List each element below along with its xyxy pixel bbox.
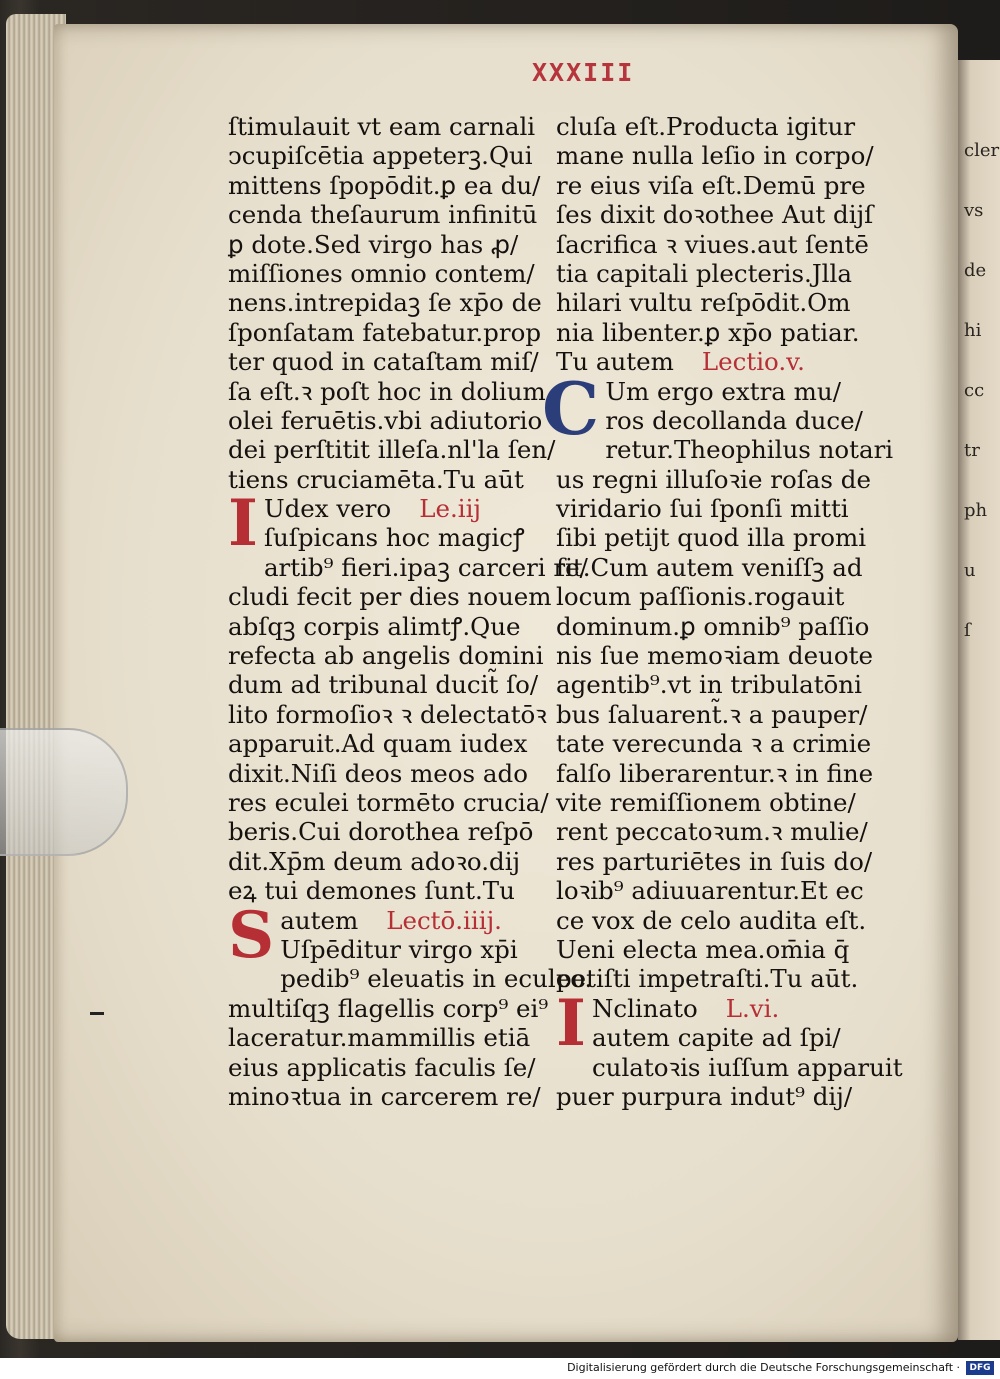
text-line bbox=[228, 817, 548, 846]
line-text: Ueni electa mea.om̄ia q̄ bbox=[556, 934, 850, 964]
line-text: dixit.Niſi deos meos ado bbox=[228, 758, 528, 788]
line-text: dei perſtitit illeſa.nl'la ſen/ bbox=[228, 435, 556, 465]
text-line bbox=[556, 112, 878, 141]
line-text: refecta ab angelis domini bbox=[228, 641, 544, 671]
text-line bbox=[556, 465, 878, 494]
line-text: ſtimulauit vt eam carnali bbox=[228, 112, 536, 141]
text-column-left bbox=[228, 112, 593, 1111]
facing-page-fragment: ſ bbox=[964, 620, 971, 641]
text-line bbox=[228, 1023, 548, 1052]
text-line bbox=[556, 729, 878, 758]
line-text: dum ad tribunal ducit̃ ſo/ bbox=[228, 670, 539, 700]
text-line bbox=[556, 906, 878, 935]
line-text: eꝝ tui demones ſunt.Tu bbox=[228, 876, 515, 906]
text-line bbox=[228, 994, 548, 1023]
line-text: autem bbox=[280, 905, 359, 935]
line-text: minoꝛtua in carcerem re/ bbox=[228, 1081, 541, 1111]
dfg-logo-icon: DFG bbox=[966, 1361, 994, 1375]
text-line bbox=[228, 700, 548, 729]
line-text: viridario ſui ſponſi mitti bbox=[556, 494, 849, 524]
text-line bbox=[228, 112, 548, 141]
line-text: tate verecunda ꝛ a crimie bbox=[556, 729, 872, 759]
line-text: cenda theſaurum infinitū bbox=[228, 200, 538, 230]
text-line bbox=[228, 318, 548, 347]
text-line bbox=[228, 582, 552, 612]
line-text: laceratur.mammillis etiā bbox=[228, 1023, 531, 1053]
text-line bbox=[228, 1053, 548, 1082]
line-text: Nclinato bbox=[591, 993, 698, 1023]
text-line bbox=[556, 141, 878, 170]
line-text: ſes dixit doꝛothee Aut dijſ bbox=[556, 200, 874, 230]
rubric-lectio: Lectō.iiij. bbox=[386, 905, 502, 935]
text-line bbox=[556, 1023, 878, 1052]
line-text: Um ergo extra mu/ bbox=[605, 376, 841, 406]
line-text: nens.intrepidaꝫ ſe xp̄o de bbox=[228, 288, 542, 318]
line-text: abſqꝫ corpis alimtꝭ.Que bbox=[228, 611, 521, 641]
folio-number: XXXIII bbox=[532, 58, 635, 87]
line-text: ↄcupiſcētia appeterꝫ.Qui bbox=[228, 141, 533, 171]
text-line bbox=[556, 435, 894, 465]
line-text: multiſqꝫ flagellis corp⁹ ei⁹ bbox=[228, 993, 549, 1023]
text-line bbox=[556, 964, 878, 993]
text-line bbox=[228, 288, 548, 317]
line-text: re eius viſa eſt.Demū pre bbox=[556, 170, 866, 200]
rubric-lectio: L.vi. bbox=[725, 993, 780, 1023]
line-text: retur.Theophilus notari bbox=[605, 435, 894, 465]
text-line bbox=[556, 817, 878, 846]
text-line bbox=[228, 465, 548, 494]
line-text: cludi fecit per dies nouem bbox=[228, 582, 552, 612]
text-line bbox=[556, 847, 878, 876]
line-text: ſuſpicans hoc magicꝭ bbox=[263, 523, 525, 553]
line-text: nis ſue memoꝛiam deuote bbox=[556, 641, 873, 671]
text-line bbox=[228, 406, 548, 435]
rubric-lectio: Lectio.v. bbox=[701, 347, 805, 377]
facing-page-fragment: cc bbox=[964, 380, 985, 401]
line-text: rent peccatoꝛum.ꝛ mulie/ bbox=[556, 817, 868, 847]
facing-page-edge bbox=[958, 60, 1000, 1340]
line-text: ſacrifica ꝛ viues.aut ſentē bbox=[556, 229, 869, 259]
line-text: ſit.Cum autem veniſſꝫ ad bbox=[556, 552, 863, 582]
line-text: petiſti impetraſti.Tu aūt. bbox=[556, 964, 859, 994]
text-line bbox=[228, 347, 548, 376]
text-line bbox=[228, 759, 548, 788]
facing-page-fragment: tr bbox=[964, 440, 980, 461]
line-text: vite remiſſionem obtine/ bbox=[556, 787, 856, 817]
text-line bbox=[556, 553, 878, 582]
text-line bbox=[228, 641, 548, 670]
line-text: pedib⁹ eleuatis in eculeo. bbox=[280, 964, 593, 994]
text-line bbox=[556, 230, 878, 259]
line-text: Uſpēditur virgo xp̄i bbox=[280, 934, 518, 964]
text-line bbox=[228, 200, 548, 229]
text-line bbox=[228, 141, 548, 170]
funding-credit: Digitalisierung gefördert durch die Deutsche Forschungsgemeinschaft · bbox=[567, 1361, 960, 1374]
text-line bbox=[556, 582, 878, 611]
line-text: cluſa eſt.Producta igitur bbox=[556, 112, 856, 141]
line-text: dominum.ꝑ omnib⁹ paſſio bbox=[556, 611, 870, 641]
text-line bbox=[228, 935, 548, 964]
text-line bbox=[228, 847, 548, 876]
line-text: Udex vero bbox=[263, 494, 392, 524]
text-line bbox=[556, 1082, 878, 1111]
line-text: nia libenter.ꝑ xp̄o patiar. bbox=[556, 317, 860, 347]
text-line bbox=[556, 171, 878, 200]
text-line bbox=[228, 377, 548, 406]
facing-page-fragment: vs bbox=[964, 200, 984, 221]
text-line bbox=[228, 964, 593, 994]
facing-page-fragment: u bbox=[964, 560, 976, 581]
line-text: lito formoſioꝛ ꝛ delectatōꝛ bbox=[228, 699, 547, 729]
text-line bbox=[556, 259, 878, 288]
line-text: bus ſaluarent̃.ꝛ a pauper/ bbox=[556, 699, 868, 729]
line-text: beris.Cui dorothea reſpō bbox=[228, 817, 534, 847]
text-line bbox=[556, 200, 878, 229]
text-line bbox=[556, 612, 878, 641]
text-line bbox=[228, 670, 548, 699]
line-text: eius applicatis faculis ſe/ bbox=[228, 1052, 536, 1082]
text-line bbox=[228, 788, 548, 817]
line-text: ter quod in cataſtam miſ/ bbox=[228, 347, 539, 377]
text-line bbox=[228, 876, 548, 905]
rubric-lectio: Le.iij bbox=[419, 494, 482, 524]
line-text: ros decollanda duce/ bbox=[605, 405, 863, 435]
text-line bbox=[556, 523, 878, 552]
line-text: olei feruētis.vbi adiutorio bbox=[228, 405, 543, 435]
facing-page-fragment: de bbox=[964, 260, 987, 281]
text-line bbox=[556, 935, 878, 964]
line-text: agentib⁹.vt in tribulatōni bbox=[556, 670, 862, 700]
line-text: ſibi petijt quod illa promi bbox=[556, 523, 867, 553]
decorated-initial: S bbox=[228, 897, 275, 973]
facing-page-fragment: cler bbox=[964, 140, 1000, 161]
line-text: artib⁹ fieri.ipaꝫ carceri re/ bbox=[263, 552, 588, 582]
text-line bbox=[556, 288, 878, 317]
text-line bbox=[228, 729, 548, 758]
text-line bbox=[556, 641, 878, 670]
line-text: falſo liberarentur.ꝛ in fine bbox=[556, 758, 874, 788]
line-text: ce vox de celo audita eſt. bbox=[556, 905, 867, 935]
facing-page-fragment: hi bbox=[964, 320, 982, 341]
text-line bbox=[228, 230, 548, 259]
line-text: apparuit.Ad quam iudex bbox=[228, 729, 528, 759]
text-line bbox=[556, 318, 878, 347]
text-line bbox=[228, 612, 548, 641]
line-text: res parturiētes in ſuis do/ bbox=[556, 846, 873, 876]
facing-page-fragment: ph bbox=[964, 500, 988, 521]
line-text: ꝑ dote.Sed virgo has ꝓ/ bbox=[228, 229, 519, 259]
text-line bbox=[228, 435, 556, 465]
line-text: autem capite ad ſpi/ bbox=[591, 1023, 841, 1053]
line-text: loꝛib⁹ adiuuarentur.Et ec bbox=[556, 876, 864, 906]
text-line bbox=[556, 494, 878, 523]
line-text: dit.Xp̄m deum adoꝛo.dij bbox=[228, 846, 521, 876]
text-line bbox=[228, 552, 588, 582]
text-line bbox=[556, 759, 878, 788]
text-line bbox=[228, 171, 548, 200]
text-line bbox=[556, 670, 878, 699]
text-line bbox=[228, 1082, 548, 1111]
text-line bbox=[556, 700, 878, 729]
text-column-right bbox=[542, 112, 903, 1111]
page-clip bbox=[0, 728, 128, 856]
line-text: tiens cruciamēta.Tu aūt bbox=[228, 464, 524, 494]
line-text: locum paſſionis.rogauit bbox=[556, 582, 845, 612]
text-line bbox=[556, 347, 878, 376]
text-line bbox=[556, 1052, 903, 1082]
decorated-initial: I bbox=[556, 985, 586, 1061]
text-line bbox=[228, 259, 548, 288]
text-line bbox=[556, 406, 878, 435]
line-text: ſponſatam fatebatur.prop bbox=[228, 317, 541, 347]
line-text: puer purpura indut⁹ dij/ bbox=[556, 1081, 853, 1111]
decorated-initial: I bbox=[228, 486, 258, 562]
margin-mark bbox=[90, 1012, 104, 1015]
text-line bbox=[556, 788, 878, 817]
line-text: mittens ſpopōdit.ꝑ ea du/ bbox=[228, 170, 541, 200]
decorated-initial: C bbox=[542, 365, 600, 451]
line-text: res eculei tormēto crucia/ bbox=[228, 787, 549, 817]
line-text: us regni illuſoꝛie roſas de bbox=[556, 464, 871, 494]
line-text: tia capitali plecteris.Jlla bbox=[556, 258, 852, 288]
line-text: ſa eſt.ꝛ poſt hoc in dolium bbox=[228, 376, 546, 406]
footer-bar bbox=[0, 1358, 1000, 1379]
line-text: hilari vultu reſpōdit.Om bbox=[556, 288, 851, 318]
text-line bbox=[556, 876, 878, 905]
line-text: Tu autem bbox=[556, 347, 674, 377]
line-text: culatoꝛis iuſſum apparuit bbox=[591, 1052, 903, 1082]
line-text: mane nulla leſio in corpo/ bbox=[556, 141, 874, 171]
text-line bbox=[228, 523, 548, 552]
line-text: miſſiones omnio contem/ bbox=[228, 258, 535, 288]
